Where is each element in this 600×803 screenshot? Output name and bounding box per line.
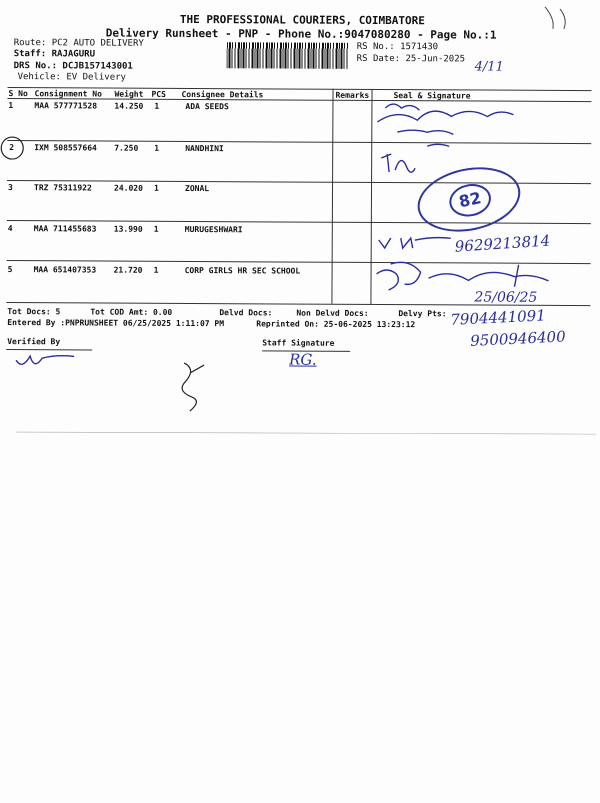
row-weight: 13.990 bbox=[113, 224, 143, 234]
verified-signature bbox=[16, 355, 74, 364]
row4-signature bbox=[379, 237, 451, 248]
row-pcs: 1 bbox=[153, 224, 159, 234]
col-weight: Weight bbox=[114, 89, 144, 99]
margin-note: 4/11 bbox=[474, 59, 504, 75]
col-pcs: PCS bbox=[151, 89, 166, 99]
row-sno: 5 bbox=[7, 265, 13, 275]
row4-phone: 9629213814 bbox=[454, 231, 551, 256]
rs-number: RS No.: 1571430 bbox=[356, 41, 439, 53]
col-consignment: Consignment No bbox=[34, 89, 102, 99]
row-sno: 2 bbox=[9, 143, 15, 153]
staff-signature-label: Staff Signature bbox=[262, 338, 335, 348]
entered-by: Entered By :PNPRUNSHEET 06/25/2025 1:11:07 PM bbox=[7, 318, 225, 329]
row-sno: 1 bbox=[8, 101, 14, 111]
phone-b: 9500946400 bbox=[469, 327, 567, 350]
corner-mark bbox=[545, 7, 565, 29]
row-consignment: MAA 711455683 bbox=[33, 224, 97, 234]
row-consignment: TRZ 75311922 bbox=[33, 183, 92, 193]
row-sno: 3 bbox=[7, 183, 13, 193]
row5-signature bbox=[376, 262, 548, 291]
non-delivered-docs: Non Delvd Docs: bbox=[296, 308, 369, 318]
vehicle: Vehicle: EV Delivery bbox=[17, 72, 126, 83]
row-consignee: MURUGESHWARI bbox=[184, 224, 243, 235]
row-sno: 4 bbox=[7, 224, 13, 234]
total-cod-amount: Tot COD Amt: 0.00 bbox=[90, 307, 173, 317]
reprinted-on: Reprinted On: 25-06-2025 13:23:12 bbox=[256, 319, 416, 330]
row1-signature bbox=[377, 104, 513, 147]
row-consignee: ZONAL bbox=[184, 183, 210, 194]
company-name: THE PROFESSIONAL COURIERS, COIMBATORE bbox=[179, 12, 425, 28]
col-sno: S No bbox=[8, 89, 28, 99]
stamp-number: 82 bbox=[446, 180, 494, 220]
row2-signature bbox=[381, 154, 415, 172]
row-weight: 21.720 bbox=[113, 265, 143, 275]
row-circle-mark bbox=[1, 137, 23, 159]
col-seal-signature: Seal & Signature bbox=[393, 91, 471, 101]
row5-date: 25/06/25 bbox=[474, 289, 538, 306]
row-pcs: 1 bbox=[153, 183, 159, 193]
scribble-signature bbox=[182, 363, 204, 411]
row-consignment: MAA 651407353 bbox=[33, 265, 97, 275]
verified-by-label: Verified By bbox=[7, 337, 61, 347]
rs-date: RS Date: 25-Jun-2025 bbox=[356, 53, 466, 65]
drs-number: DRS No.: DCJB157143001 bbox=[13, 61, 133, 72]
row-consignee: CORP GIRLS HR SEC SCHOOL bbox=[184, 265, 301, 276]
row-consignment: IXM 508557664 bbox=[34, 143, 97, 153]
delivered-docs: Delvd Docs: bbox=[219, 308, 273, 318]
staff-initials: RG. bbox=[289, 350, 317, 369]
col-remarks: Remarks bbox=[335, 90, 370, 100]
row-consignment: MAA 577771528 bbox=[34, 101, 98, 111]
phone-a: 7904441091 bbox=[449, 306, 547, 329]
runsheet-title: Delivery Runsheet - PNP - Phone No.:9047080280 - Page No.:1 bbox=[105, 26, 497, 42]
col-consignee: Consignee Details bbox=[181, 89, 264, 100]
row-pcs: 1 bbox=[153, 265, 159, 275]
total-docs: Tot Docs: 5 bbox=[7, 307, 61, 317]
row-weight: 24.020 bbox=[113, 183, 143, 193]
delivery-points: Delvy Pts: bbox=[398, 309, 447, 319]
row-weight: 14.250 bbox=[114, 101, 144, 111]
row-consignee: NANDHINI bbox=[185, 143, 224, 154]
row-pcs: 1 bbox=[154, 143, 160, 153]
row-consignee: ADA SEEDS bbox=[185, 101, 229, 112]
row-pcs: 1 bbox=[154, 101, 160, 111]
fold-line bbox=[16, 431, 596, 435]
route: Route: PC2 AUTO DELIVERY bbox=[13, 38, 144, 49]
row-weight: 7.250 bbox=[114, 143, 139, 153]
staff: Staff: RAJAGURU bbox=[13, 49, 96, 60]
